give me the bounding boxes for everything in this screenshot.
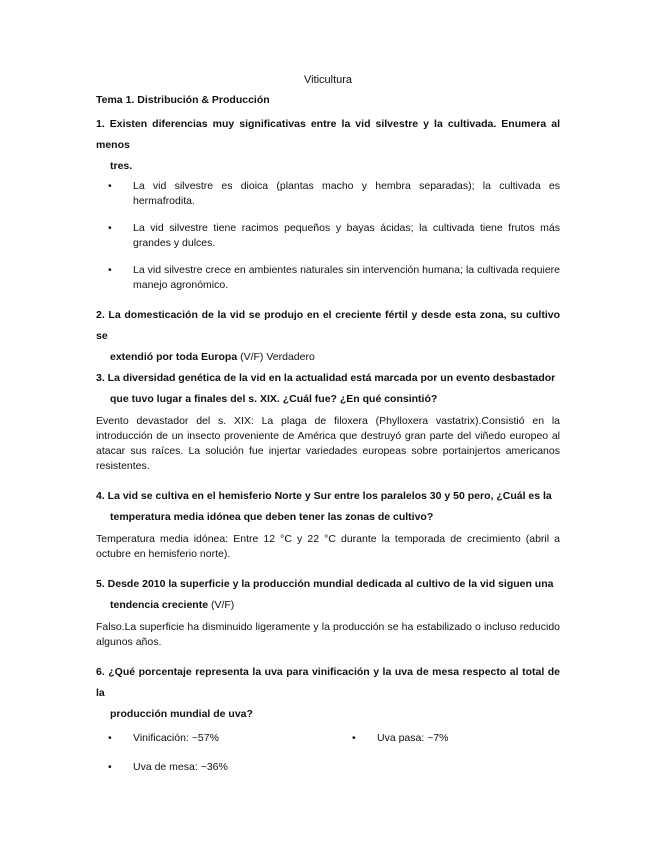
question-5-line1: 5. Desde 2010 la superficie y la producción mundial dedicada al cultivo de la vid siguen una [96, 578, 554, 590]
question-6-line1: 6. ¿Qué porcentaje representa la uva para vinificación y la uva de mesa respecto al total de la [96, 666, 560, 699]
list-item: • La vid silvestre es dioica (plantas macho y hembra separadas); la cultivada es hermafrodita. [96, 179, 560, 209]
list-item: • Uva pasa: ~7% [340, 731, 560, 746]
question-2-line1: 2. La domesticación de la vid se produjo en el creciente fértil y desde esta zona, su cultivo se [96, 309, 560, 342]
question-1 [96, 114, 560, 177]
theme-heading: Tema 1. Distribución & Producción [96, 94, 270, 106]
document-title: Viticultura [303, 74, 353, 86]
question-5-vf: (V/F) [208, 599, 235, 611]
list-item: • Vinificación: ~57% [96, 731, 340, 746]
question-6-list [96, 731, 560, 775]
list-item: • La vid silvestre crece en ambientes naturales sin intervención humana; la cultivada requiere manejo agronómico. [96, 263, 560, 293]
list-item: • La vid silvestre tiene racimos pequeños y bayas ácidas; la cultivada tiene frutos más grandes y dulces. [96, 221, 560, 251]
question-6-line2: producción mundial de uva? [110, 708, 253, 720]
question-5 [96, 574, 560, 616]
question-3-line1: 3. La diversidad genética de la vid en la actualidad está marcada por un evento desbastador [96, 372, 556, 384]
question-1-line1: 1. Existen diferencias muy significativas entre la vid silvestre y la cultivada. Enumera al menos [96, 118, 560, 151]
list-item: • Uva de mesa: ~36% [96, 760, 340, 775]
question-4-line2: temperatura media idónea que deben tener las zonas de cultivo? [110, 511, 434, 523]
question-5-line2-wrap [96, 595, 560, 616]
question-2 [96, 305, 560, 368]
question-2-line2-wrap [96, 347, 560, 368]
question-4 [96, 486, 560, 528]
question-5-answer: Falso.La superficie ha disminuido ligeramente y la producción se ha estabilizado o incluso reducido algunos años. [96, 621, 560, 648]
question-6 [96, 662, 560, 725]
question-1-line2: tres. [110, 160, 133, 172]
question-2-answer: (V/F) Verdadero [237, 351, 315, 363]
question-3-line2: que tuvo lugar a finales del s. XIX. ¿Cuál fue? ¿En qué consintió? [110, 393, 438, 405]
question-1-list [96, 179, 560, 293]
question-5-line2: tendencia creciente [110, 599, 209, 611]
document-page [96, 74, 560, 775]
question-2-line2: extendió por toda Europa [110, 351, 238, 363]
question-3 [96, 368, 560, 410]
question-4-answer: Temperatura media idónea: Entre 12 °C y 22 °C durante la temporada de crecimiento (abril a octubre en hemisferio norte). [96, 533, 560, 560]
question-4-line1: 4. La vid se cultiva en el hemisferio Norte y Sur entre los paralelos 30 y 50 pero, ¿Cuál es la [96, 490, 552, 502]
question-3-answer: Evento devastador del s. XIX: La plaga de filoxera (Phylloxera vastatrix).Consistió en la introducción de un insecto proveniente de América que destruyó gran parte del viñedo europeo al atacar sus raíces. La solución fue injertar variedades europeas sobre portainjertos americanos resistentes. [96, 415, 560, 472]
